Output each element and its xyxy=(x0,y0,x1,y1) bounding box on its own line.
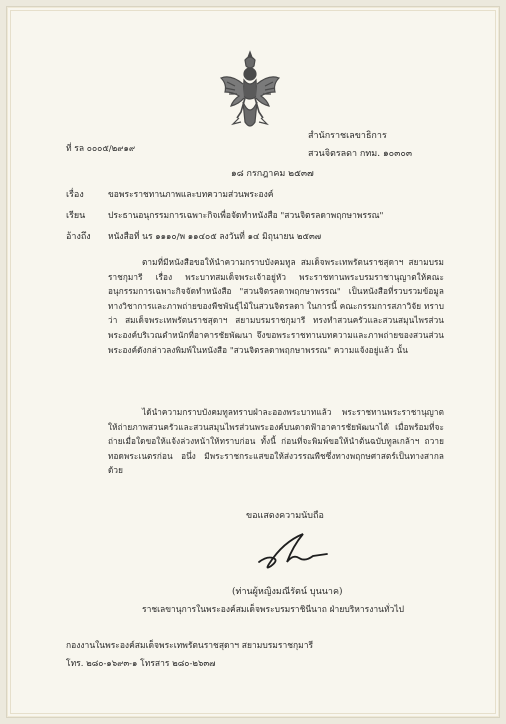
subject-label: เรื่อง xyxy=(66,190,84,200)
signature-mark xyxy=(253,528,333,574)
office-name: สำนักราชเลขาธิการ xyxy=(308,131,387,141)
signer-title: ราชเลขานุการในพระองค์สมเด็จพระบรมราชินีนาถ ฝ่ายบริหารงานทั่วไป xyxy=(142,605,404,615)
salutation-label: เรียน xyxy=(66,211,86,221)
reference-number: ที่ รล ๐๐๐๕/๒๙๑๙ xyxy=(66,144,136,154)
reference-label: อ้างถึง xyxy=(66,232,91,242)
footer-phone: โทร. ๒๘๐-๑๖๙๓-๑ โทรสาร ๒๘๐-๒๖๓๗ xyxy=(66,659,216,669)
office-address: สวนจิตรลดา กทม. ๑๐๓๐๓ xyxy=(308,149,412,159)
letter-date: ๑๘ กรกฎาคม ๒๕๓๗ xyxy=(231,169,314,179)
salutation-text: ประธานอนุกรรมการเฉพาะกิจเพื่อจัดทำหนังสือ "สวนจิตรลดาพฤกษาพรรณ" xyxy=(108,211,384,221)
reference-text: หนังสือที่ นร ๑๑๑๐/พ ๑๑๔๐๕ ลงวันที่ ๑๔ มิถุนายน ๒๕๓๗ xyxy=(108,232,322,242)
footer-office: กองงานในพระองค์สมเด็จพระเทพรัตนราชสุดาฯ สยามบรมราชกุมารี xyxy=(66,641,314,651)
signer-name: (ท่านผู้หญิงมณีรัตน์ บุนนาค) xyxy=(232,587,343,597)
garuda-emblem-icon xyxy=(217,48,283,134)
body-paragraph-2: ได้นำความกราบบังคมทูลทราบฝ่าละอองพระบาทแล้ว พระราชทานพระราชานุญาตให้ถ่ายภาพสวนครัวและสวนสมุนไพรส่วนพระองค์บนดาดฟ้าอาคารชัยพัฒนาได้ เมื่อพร้อมที่จะถ่ายเมื่อใดขอให้แจ้งล่วงหน้าให้ทราบก่อน ทั้งนี้ ก่อนที่จะพิมพ์ขอให้นำต้นฉบับทูลเกล้าฯ ถวายทอดพระเนตรก่อน อนึ่ง มีพระราชกระแสขอให้ส่งวรรณพืชซึ่งทางพฤกษศาสตร์เป็นทางสากลด้วย xyxy=(108,407,444,476)
subject-text: ขอพระราชทานภาพและบทความส่วนพระองค์ xyxy=(108,190,274,200)
closing-text: ขอแสดงความนับถือ xyxy=(246,511,324,521)
body-paragraph-1: ตามที่มีหนังสือขอให้นำความกราบบังคมทูล สมเด็จพระเทพรัตนราชสุดาฯ สยามบรมราชกุมารี เรื่อง พระบาทสมเด็จพระเจ้าอยู่หัว พระราชทานพระบรมราชานุญาตให้คณะอนุกรรมการเฉพาะกิจจัดทำหนังสือ "สวนจิตรลดาพฤกษาพรรณ" เป็นหนังสือที่รวบรวมข้อมูลทางวิชาการและภาพถ่ายของพืชพันธุ์ไม้ในสวนจิตรลดา ในการนี้ คณะกรรมการสภาวิจัย ทราบว่า สมเด็จพระเทพรัตนราชสุดาฯ สยามบรมราชกุมารี ทรงทำสวนครัวและสวนสมุนไพรส่วนพระองค์บริเวณตำหนักที่อาคารชัยพัฒนา จึงขอพระราชทานบทความและภาพถ่ายของสวนส่วนพระองค์ดังกล่าวลงพิมพ์ในหนังสือ "สวนจิตรลดาพฤกษาพรรณ" ความแจ้งอยู่แล้ว นั้น xyxy=(108,257,444,355)
